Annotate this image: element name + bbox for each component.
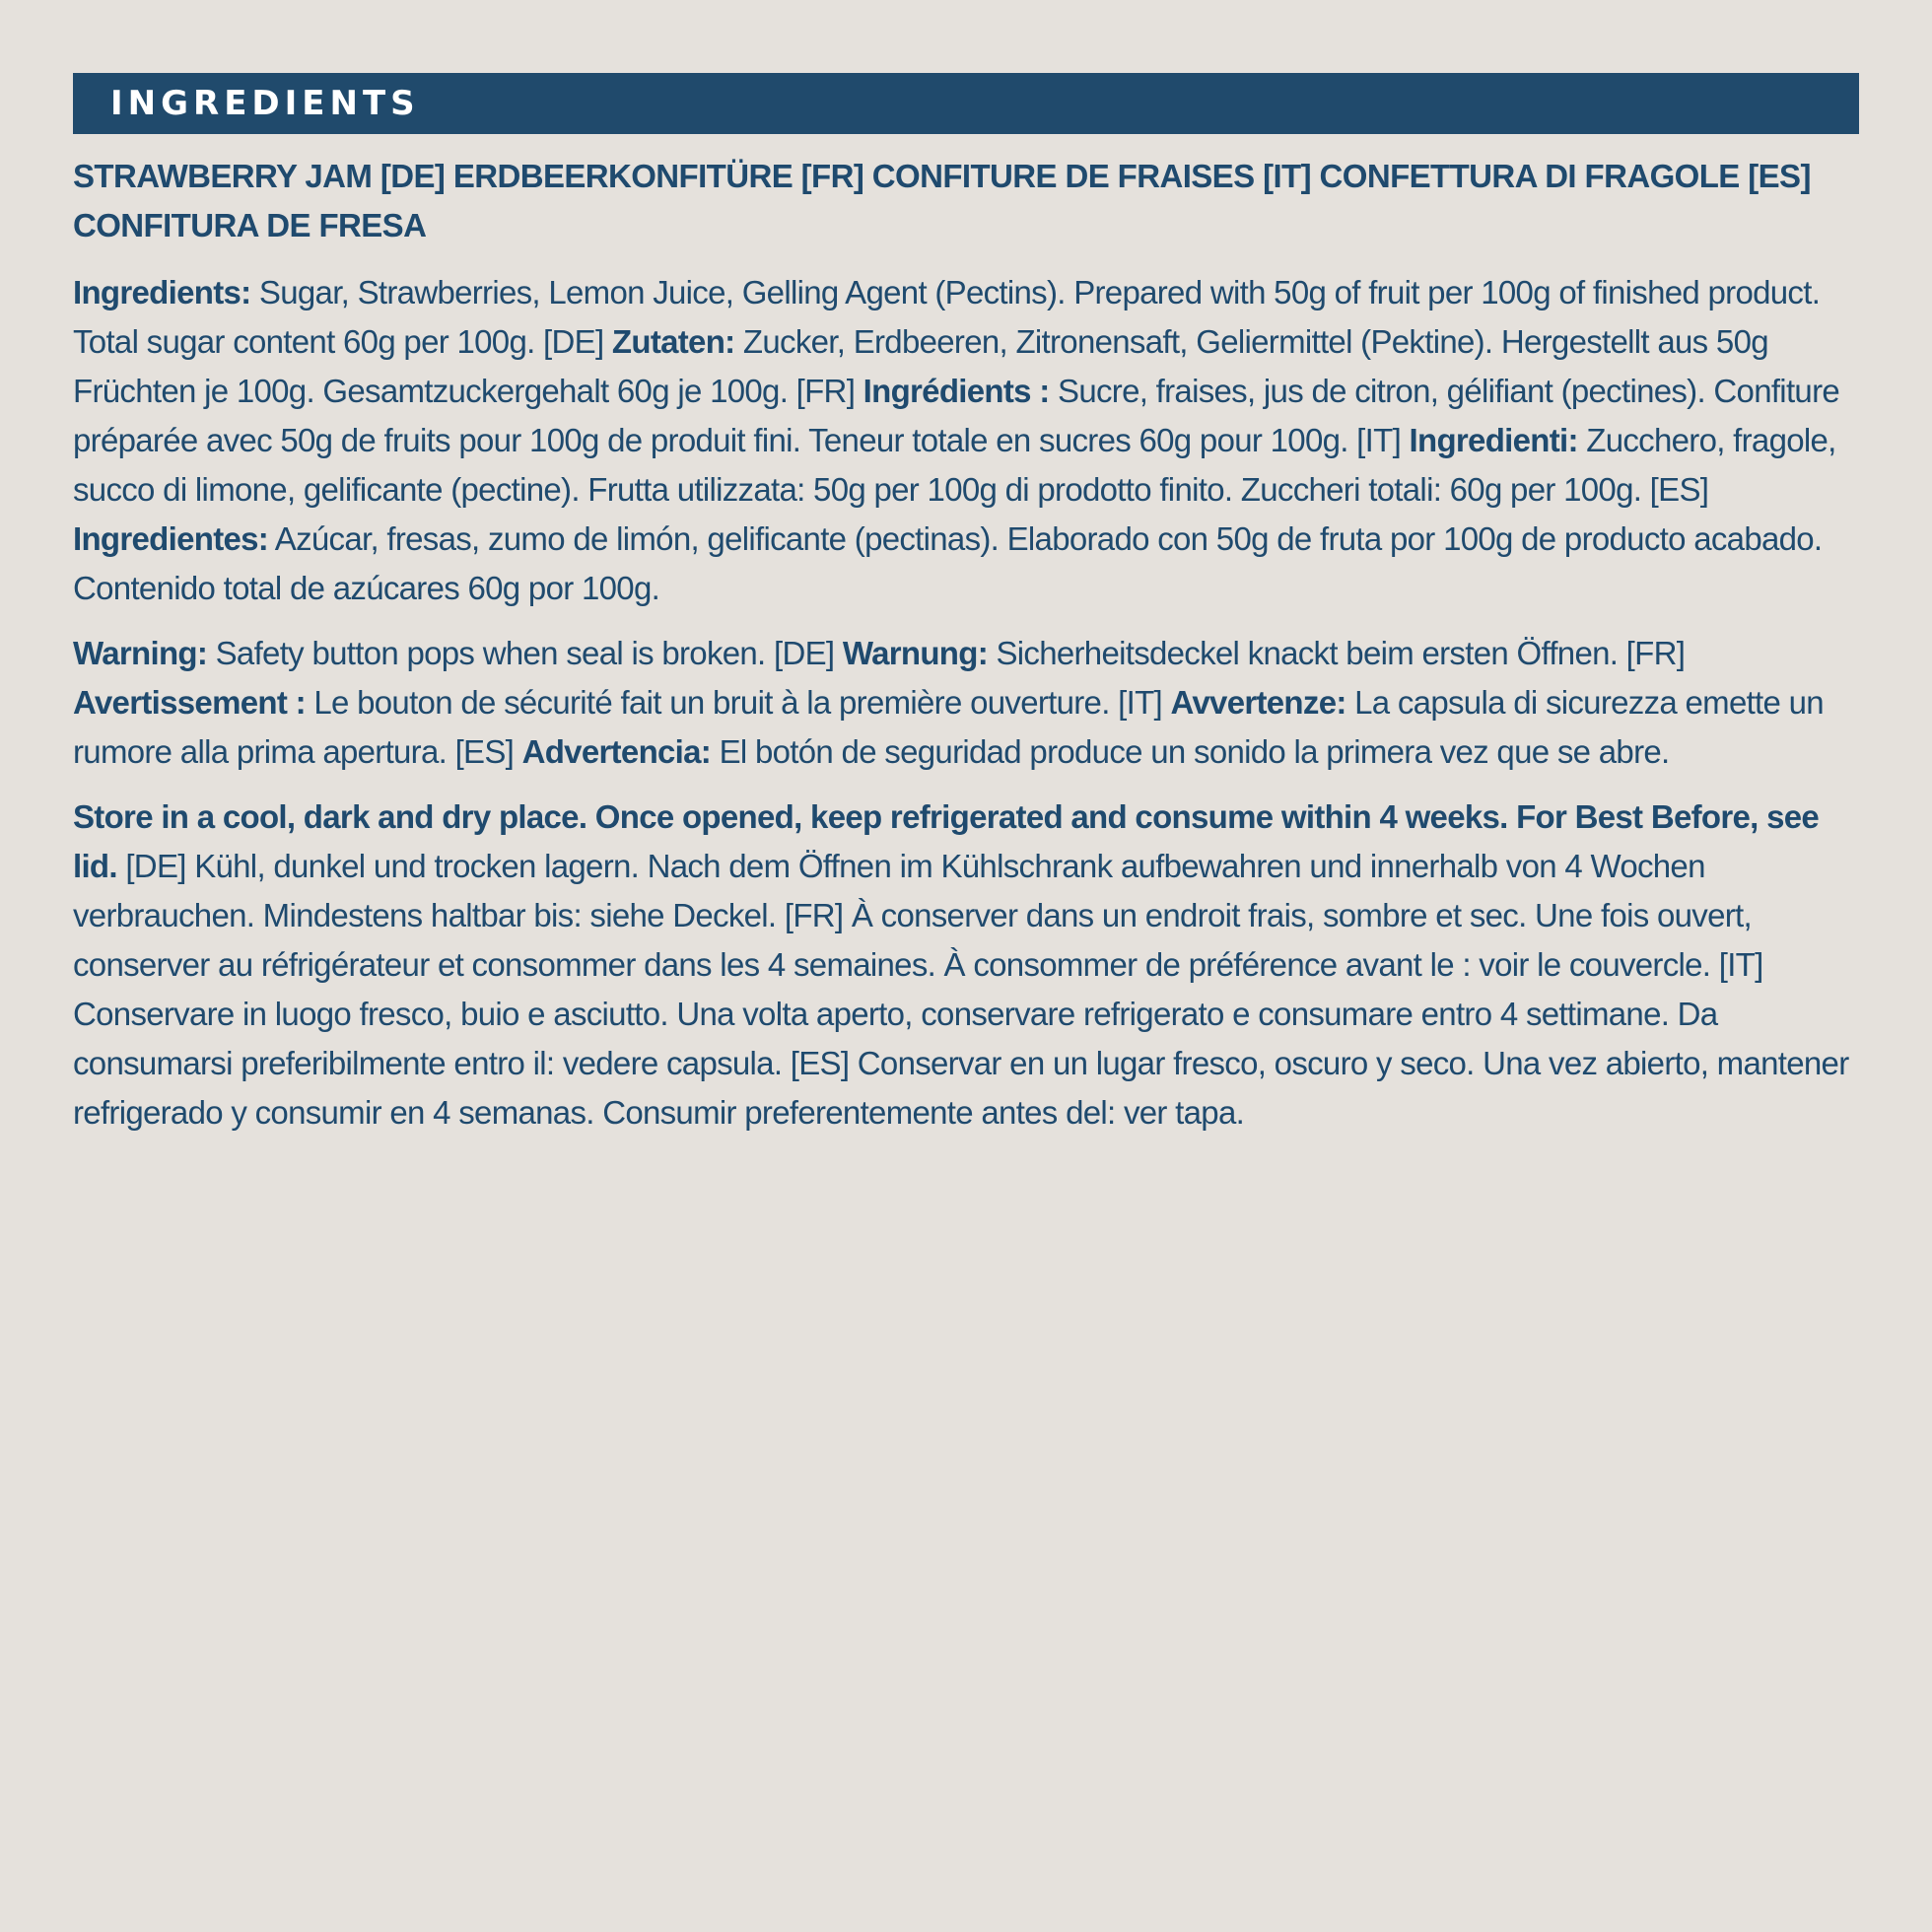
ingredients-text-es: Azúcar, fresas, zumo de limón, gelificante (pectinas). Elaborado con 50g de fruta por 100g de producto acabado. Contenido total de azúcares 60g por 100g. bbox=[73, 520, 1823, 606]
warning-paragraph bbox=[73, 629, 1859, 777]
ingredients-label-de: Zutaten: bbox=[611, 323, 735, 360]
warning-label-en: Warning: bbox=[73, 635, 208, 671]
warning-label-it: Avvertenze: bbox=[1170, 684, 1346, 721]
warning-text-en: Safety button pops when seal is broken. [DE] bbox=[207, 635, 843, 671]
warning-label-fr: Avertissement : bbox=[73, 684, 306, 721]
storage-paragraph bbox=[73, 793, 1859, 1138]
ingredients-label-es: Ingredientes: bbox=[73, 520, 269, 557]
ingredients-label-fr: Ingrédients : bbox=[862, 373, 1050, 409]
ingredients-text-en: Sugar, Strawberries, Lemon Juice, Gelling Agent (Pectins). Prepared with 50g of fruit per 100g of finished product. Total sugar content 60g per 100g. [DE] bbox=[73, 274, 1821, 360]
ingredients-text-it: Zucchero, fragole, succo di limone, gelificante (pectine). Frutta utilizzata: 50g per 100g di prodotto finito. Zuccheri totali: 60g per 100g. [ES] bbox=[73, 422, 1836, 508]
warning-text-es: El botón de seguridad produce un sonido la primera vez que se abre. bbox=[711, 733, 1670, 770]
header-bar bbox=[73, 73, 1859, 134]
ingredients-label bbox=[73, 73, 1859, 1138]
ingredients-text-de: Zucker, Erdbeeren, Zitronensaft, Geliermittel (Pektine). Hergestellt aus 50g Früchten je 100g. Gesamtzuckergehalt 60g je 100g. [FR] bbox=[73, 323, 1768, 409]
storage-text-en: Store in a cool, dark and dry place. Once opened, keep refrigerated and consume within 4 weeks. For Best Before, see lid. bbox=[73, 798, 1820, 884]
warning-text-it: La capsula di sicurezza emette un rumore alla prima apertura. [ES] bbox=[73, 684, 1824, 770]
product-name: STRAWBERRY JAM [DE] ERDBEERKONFITÜRE [FR] CONFITURE DE FRAISES [IT] CONFETTURA DI FRAGOLE [ES] CONFITURA DE FRESA bbox=[73, 158, 1811, 243]
warning-text-de: Sicherheitsdeckel knackt beim ersten Öffnen. [FR] bbox=[987, 635, 1686, 671]
storage-text-other: [DE] Kühl, dunkel und trocken lagern. Nach dem Öffnen im Kühlschrank aufbewahren und innerhalb von 4 Wochen verbrauchen. Mindestens haltbar bis: siehe Deckel. [FR] À conserver dans un endroit frais, sombre et sec. Une fois ouvert, conserver au réfrigérateur et consommer dans les 4 semaines. À consommer de préférence avant le : voir le couvercle. [IT] Conservare in luogo fresco, buio e asciutto. Una volta aperto, conservare refrigerato e consumare entro 4 settimane. Da consumarsi preferibilmente entro il: vedere capsula. [ES] Conservar en un lugar fresco, oscuro y seco. Una vez abierto, mantener refrigerado y consumir en 4 semanas. Consumir preferentemente antes del: ver tapa. bbox=[73, 848, 1849, 1131]
warning-label-de: Warnung: bbox=[842, 635, 988, 671]
warning-text-fr: Le bouton de sécurité fait un bruit à la première ouverture. [IT] bbox=[305, 684, 1171, 721]
ingredients-label-en: Ingredients: bbox=[73, 274, 251, 310]
ingredients-label-it: Ingredienti: bbox=[1409, 422, 1578, 458]
ingredients-paragraph bbox=[73, 268, 1859, 613]
header-title: INGREDIENTS bbox=[110, 84, 420, 123]
warning-label-es: Advertencia: bbox=[521, 733, 712, 770]
ingredients-text-fr: Sucre, fraises, jus de citron, gélifiant (pectines). Confiture préparée avec 50g de fruits pour 100g de produit fini. Teneur totale en sucres 60g pour 100g. [IT] bbox=[73, 373, 1840, 458]
